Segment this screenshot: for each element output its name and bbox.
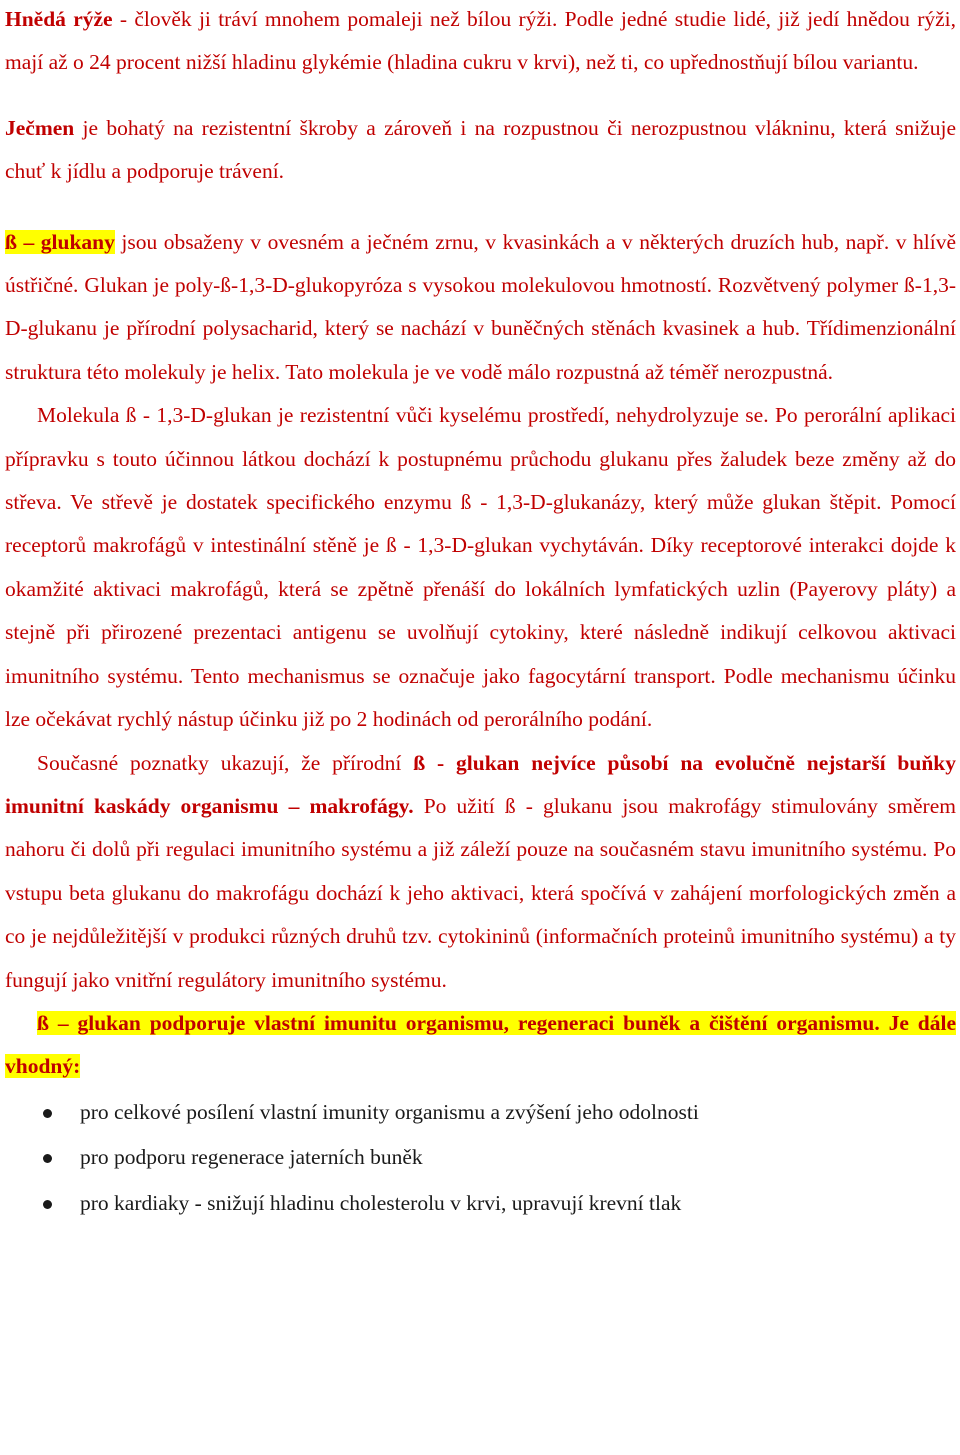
paragraph-rice bbox=[5, 0, 956, 85]
list-item-text: pro podporu regenerace jaterních buněk bbox=[80, 1145, 423, 1170]
benefits-list bbox=[5, 1090, 956, 1227]
paragraph-knowledge-bold: ß - glukan nejvíce působí na evolučně nejstarší buňky imunitní kaskády organismu – makrofágy. bbox=[5, 750, 956, 818]
paragraph-mechanism: Molekula ß - 1,3-D-glukan je rezistentní vůči kyselému prostředí, nehydrolyzuje se. Po perorální aplikaci přípravku s touto účinnou látkou dochází k postupnému průchodu glukanu přes žaludek beze změny až do střeva. Ve střevě je dostatek specifického enzymu ß - 1,3-D-glukanázy, který může glukan štěpit. Pomocí receptorů makrofágů v intestinální stěně je ß - 1,3-D-glukan vychytáván. Díky receptorové interakci dojde k okamžité aktivaci makrofágů, která se zpětně přenáší do lokálních lymfatických uzlin (Payerovy pláty) a stejně při přirozené prezentaci antigenu se uvolňují cytokiny, které následně indikují celkovou aktivaci imunitního systému. Tento mechanismus se označuje jako fagocytární transport. Podle mechanismu účinku lze očekávat rychlý nástup účinku již po 2 hodinách od perorálního podání. bbox=[5, 403, 956, 732]
paragraph-glucans-text-2: Glukan je poly-ß-1,3-D-glukopyróza s vysokou molekulovou hmotností. Rozvětvený polymer ß-1,3-D-glukanu je přírodní polysacharid, který se nachází v buněčných stěnách kvasinek a hub. Třídimenzionální struktura této molekuly je helix. Tato molekula je ve vodě málo rozpustná až téměř nerozpustná. bbox=[5, 273, 956, 384]
list-item-text: pro celkové posílení vlastní imunity organismu a zvýšení jeho odolnosti bbox=[80, 1099, 699, 1124]
paragraph-support-suffix: Je dále vhodný: bbox=[5, 1010, 956, 1079]
bullet-icon bbox=[43, 1109, 52, 1118]
list-item bbox=[5, 1181, 956, 1227]
term-barley: Ječmen bbox=[5, 115, 75, 140]
document-page bbox=[5, 0, 956, 1226]
paragraph-barley bbox=[5, 107, 956, 194]
paragraph-knowledge-text-1: Současné poznatky ukazují, že přírodní bbox=[37, 750, 414, 775]
paragraph-barley-text: je bohatý na rezistentní škroby a zároveň i na rozpustnou či nerozpustnou vlákninu, která snižuje chuť k jídlu a podporuje trávení. bbox=[5, 115, 956, 184]
list-item bbox=[5, 1135, 956, 1181]
bullet-icon bbox=[43, 1154, 52, 1163]
paragraph-rice-text: - člověk ji tráví mnohem pomaleji než bílou rýži. Podle jedné studie lidé, již jedí hnědou rýži, mají až o 24 procent nižší hladinu glykémie (hladina cukru v krvi), než ti, co upřednostňují bílou variantu. bbox=[5, 7, 956, 75]
term-rice: Hnědá rýže bbox=[5, 7, 113, 31]
paragraph-glucans-text-1: jsou obsaženy v ovesném a ječném zrnu, v kvasinkách a v některých druzích hub, např. v hlívě ústřičné. bbox=[5, 229, 957, 298]
list-item bbox=[5, 1090, 956, 1136]
term-glucans: ß – glukany bbox=[5, 229, 115, 254]
paragraph-support bbox=[5, 1002, 956, 1089]
paragraph-support-bold: ß – glukan podporuje vlastní imunitu organismu, regeneraci buněk a čištění organismu. bbox=[37, 1010, 880, 1035]
paragraph-knowledge bbox=[5, 742, 956, 1002]
paragraph-knowledge-text-2: Po užití ß - glukanu jsou makrofágy stimulovány směrem nahoru či dolů při regulaci imunitního systému a již záleží pouze na současném stavu imunitního systému. Po vstupu beta glukanu do makrofágu dochází k jeho aktivaci, která spočívá v zahájení morfologických změn a co je nejdůležitější v produkci různých druhů tzv. cytokininů (informačních proteinů imunitního systému) a ty fungují jako vnitřní regulátory imunitního systému. bbox=[5, 793, 956, 992]
list-item-text: pro kardiaky - snižují hladinu cholesterolu v krvi, upravují krevní tlak bbox=[80, 1190, 682, 1215]
bullet-icon bbox=[43, 1200, 52, 1209]
paragraph-glucans bbox=[5, 221, 956, 395]
